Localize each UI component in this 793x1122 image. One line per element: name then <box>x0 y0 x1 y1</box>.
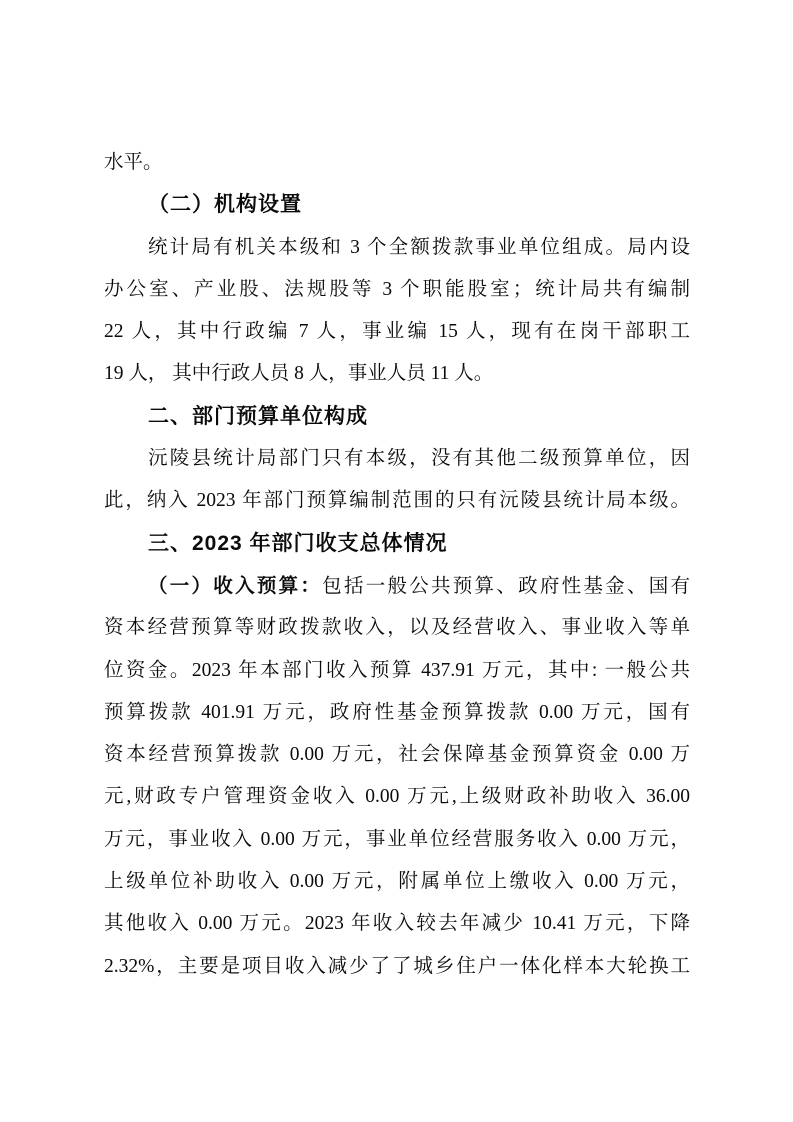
text-line <box>104 607 690 649</box>
text-run: 统计局有机关本级和 3 个全额拨款事业单位组成。局内设 <box>148 236 690 258</box>
text-run: 2.32%，主要是项目收入减少了了城乡住户一体化样本大轮换工 <box>104 955 690 977</box>
text-run: 资本经营预算等财政拨款收入，以及经营收入、事业收入等单 <box>104 617 690 639</box>
text-line <box>104 692 690 734</box>
section-heading <box>104 523 690 565</box>
text-run: 22 人，其中行政编 7 人，事业编 15 人，现有在岗干部职工 <box>104 321 690 343</box>
text-line <box>104 227 690 269</box>
text-run: 上级单位补助收入 0.00 万元，附属单位上缴收入 0.00 万元， <box>104 871 690 893</box>
text-line <box>104 776 690 818</box>
text-run: 水平。 <box>104 152 163 173</box>
section-heading <box>104 396 690 438</box>
text-line <box>104 946 690 988</box>
text-run: 19 人， 其中行政人员 8 人，事业人员 11 人。 <box>104 363 494 385</box>
text-line <box>104 819 690 861</box>
text-run: 元,财政专户管理资金收入 0.00 万元,上级财政补助收入 36.00 <box>104 786 690 808</box>
text-run: 其他收入 0.00 万元。2023 年收入较去年减少 10.41 万元，下降 <box>104 913 690 935</box>
text-line <box>104 650 690 692</box>
text-line <box>104 480 690 522</box>
document-body <box>104 142 690 988</box>
bold-text-run: 三、2023 年部门收支总体情况 <box>148 531 448 555</box>
text-line <box>104 734 690 776</box>
section-heading <box>104 184 690 226</box>
text-run: 位资金。2023 年本部门收入预算 437.91 万元，其中: 一般公共 <box>104 659 690 681</box>
text-line <box>104 903 690 945</box>
text-line <box>104 861 690 903</box>
text-line <box>104 269 690 311</box>
text-line <box>104 142 690 184</box>
text-run: 此，纳入 2023 年部门预算编制范围的只有沅陵县统计局本级。 <box>104 490 690 512</box>
text-run: 办公室、产业股、法规股等 3 个职能股室；统计局共有编制 <box>104 278 690 300</box>
bold-text-run: （二）机构设置 <box>148 193 302 217</box>
text-run: 沅陵县统计局部门只有本级，没有其他二级预算单位，因 <box>148 448 690 470</box>
text-line <box>104 311 690 353</box>
bold-text-run: 二、部门预算单位构成 <box>148 404 368 428</box>
text-run: 万元，事业收入 0.00 万元，事业单位经营服务收入 0.00 万元， <box>104 828 690 850</box>
text-line <box>104 565 690 607</box>
text-line <box>104 438 690 480</box>
text-run: 资本经营预算拨款 0.00 万元，社会保障基金预算资金 0.00 万 <box>104 744 690 766</box>
bold-text-run: （一）收入预算： <box>148 574 323 597</box>
text-run: 预算拨款 401.91 万元，政府性基金预算拨款 0.00 万元，国有 <box>104 701 690 723</box>
text-line <box>104 353 690 395</box>
text-run: 包括一般公共预算、政府性基金、国有 <box>322 575 690 597</box>
